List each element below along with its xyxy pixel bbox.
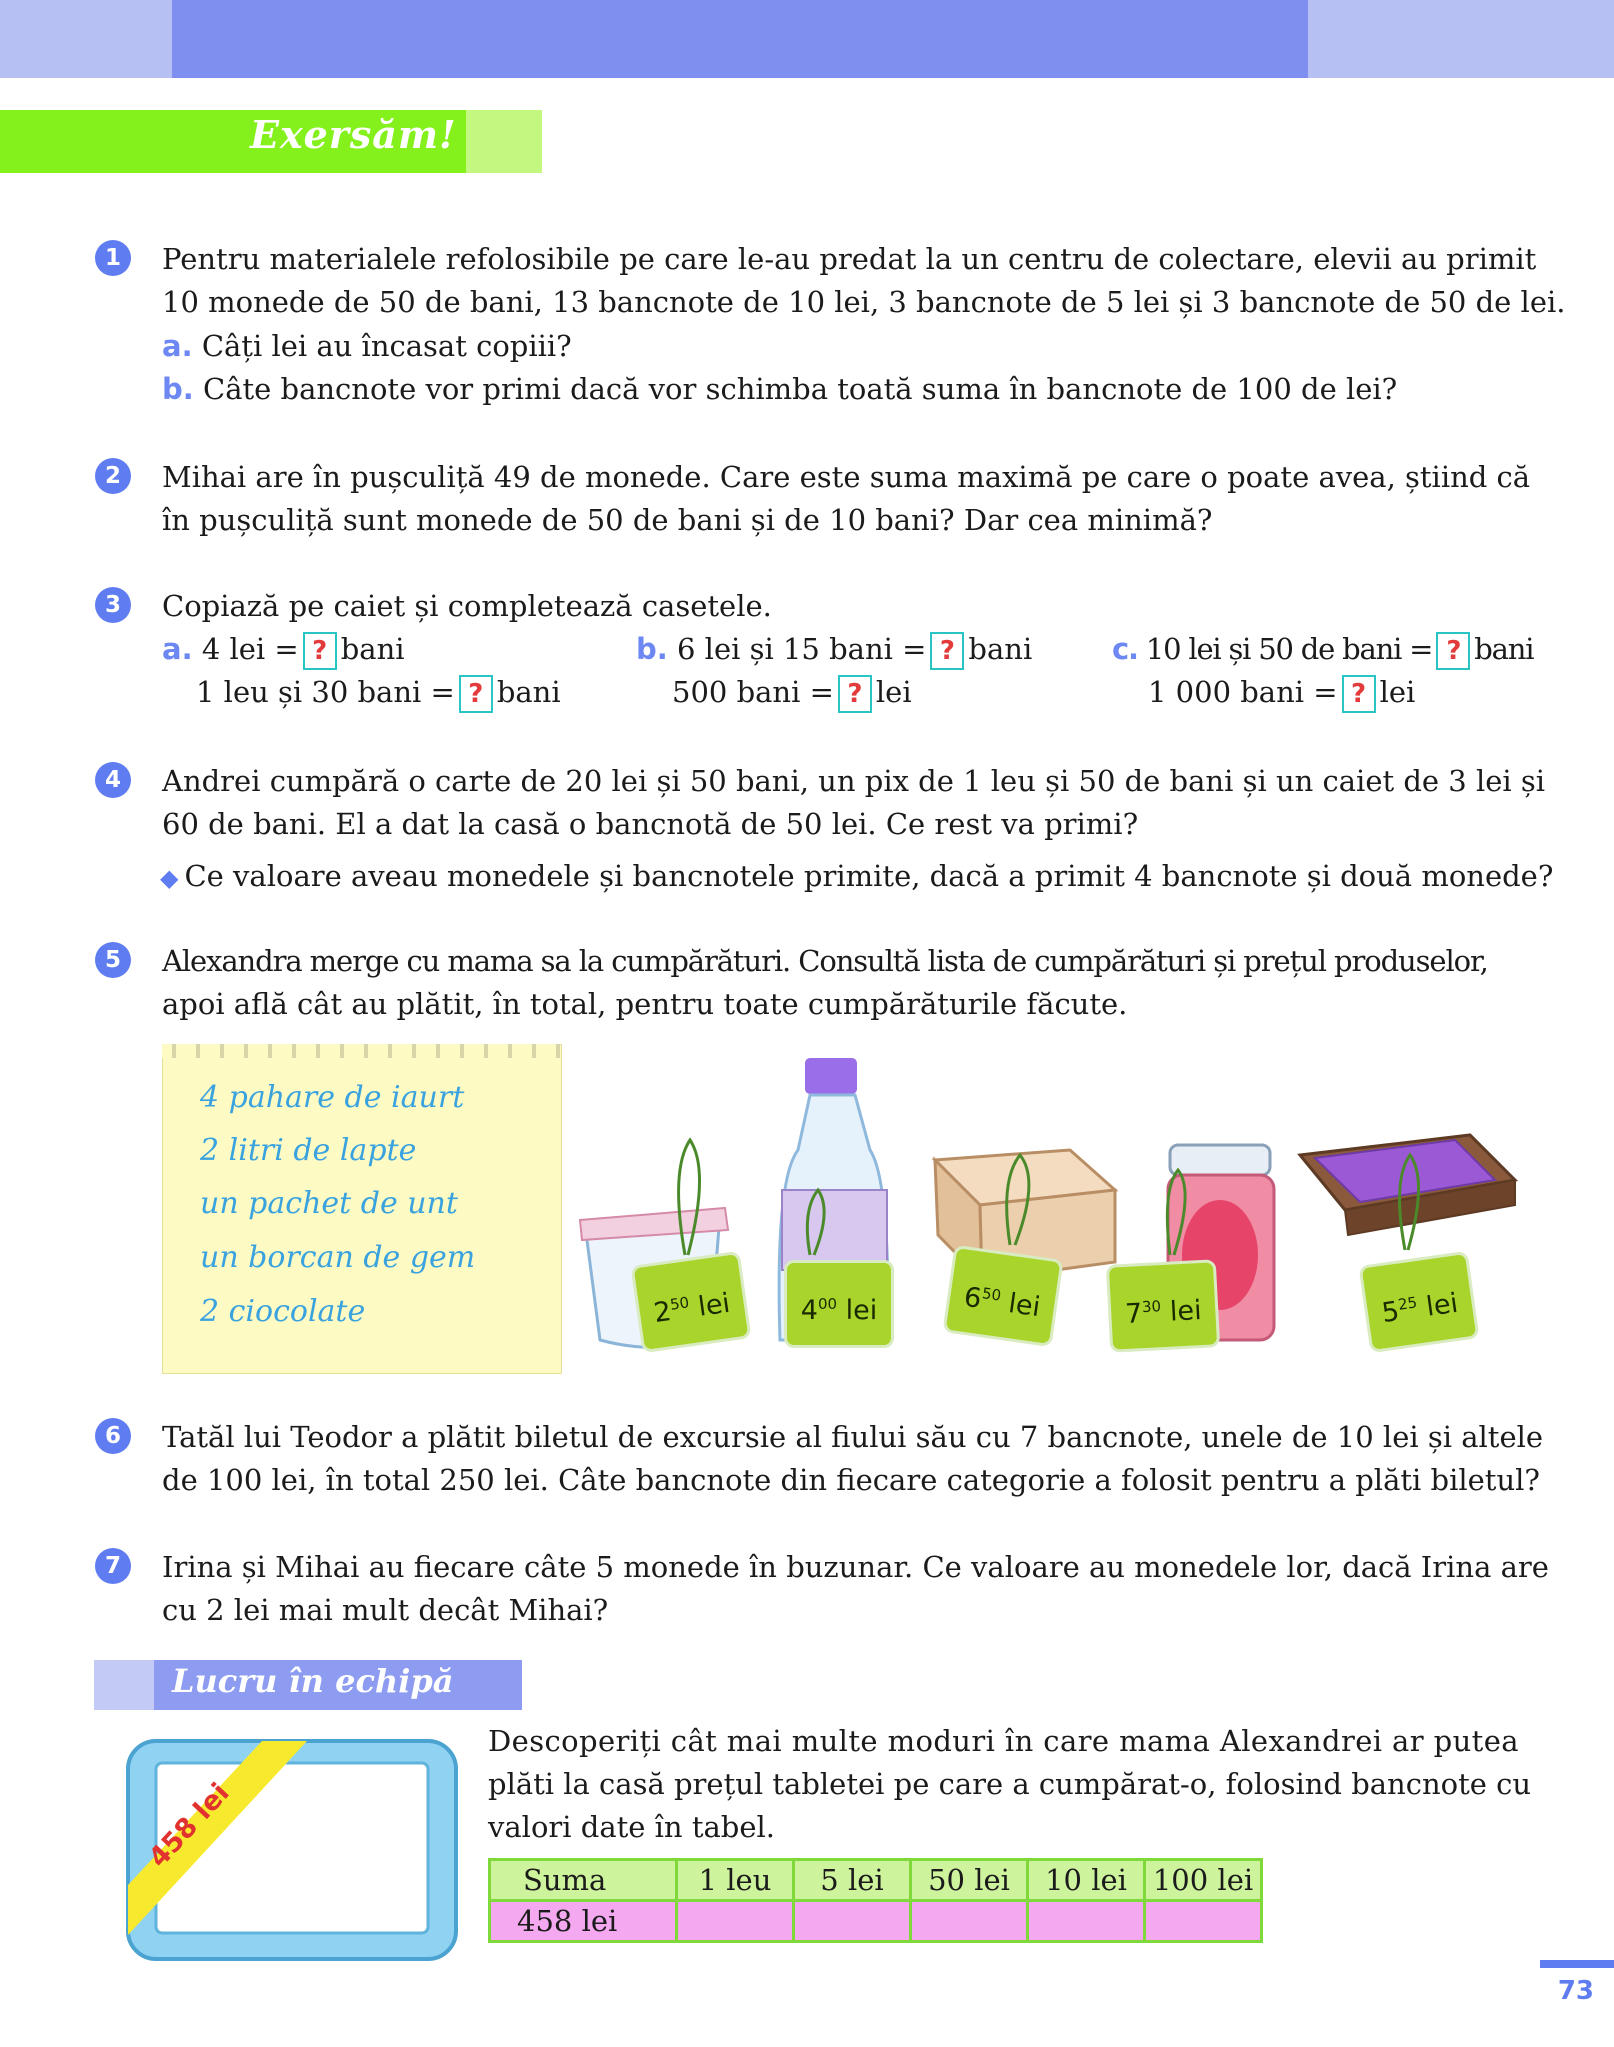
equation-left: 500 bani =	[672, 675, 834, 709]
shopping-list-item: 2 litri de lapte	[200, 1133, 417, 1168]
table-header-cell: 1 leu	[677, 1860, 794, 1901]
part-a-label: a.	[162, 632, 193, 666]
equation-unit: bani	[340, 632, 405, 666]
equation-left: 6 lei și 15 bani =	[677, 632, 927, 666]
equation-unit: bani	[1474, 632, 1534, 666]
team-banner-accent	[94, 1660, 154, 1710]
price-whole: 4	[800, 1295, 818, 1326]
exercise-1-question-b	[162, 368, 1397, 411]
team-text-line3: valori date în tabel.	[488, 1810, 775, 1844]
team-text-line2: plăti la casă prețul tabletei pe care a cumpărat-o, folosind bancnote cu	[488, 1767, 1532, 1801]
exercise-2-text-line1: Mihai are în pușculiță 49 de monede. Care este suma maximă pe care o poate avea, știind că	[162, 460, 1531, 494]
price-tag	[1358, 1251, 1479, 1353]
price-unit: lei	[845, 1295, 878, 1326]
price-unit: lei	[1424, 1287, 1460, 1323]
exercise-number-3: 3	[95, 587, 131, 623]
bullet-text: Ce valoare aveau monedele și bancnotele primite, dacă a primit 4 bancnote și două monede?	[184, 859, 1554, 893]
exercise-5-text-line1: Alexandra merge cu mama sa la cumpărături. Consultă lista de cumpărături și prețul produselor,	[162, 944, 1488, 978]
price-whole: 5	[1379, 1296, 1402, 1330]
table-cell	[1145, 1901, 1262, 1942]
exercise-6-text-line2: de 100 lei, în total 250 lei. Câte bancnote din fiecare categorie a folosit pentru a plăti biletul?	[162, 1463, 1540, 1497]
equation-unit: lei	[1379, 675, 1416, 709]
table-header-row	[490, 1860, 1262, 1901]
price-whole: 2	[651, 1296, 674, 1330]
exercise-2-text-line2: în pușculiță sunt monede de 50 de bani și de 10 bani? Dar cea minimă?	[162, 503, 1213, 537]
question-a-text: Câți lei au încasat copiii?	[201, 329, 572, 363]
answer-box: ?	[930, 632, 964, 670]
table-header-cell: 5 lei	[794, 1860, 911, 1901]
table-cell	[794, 1901, 911, 1942]
exercise-number-4: 4	[95, 762, 131, 798]
part-c-label: c.	[1112, 632, 1138, 666]
exercise-number-2: 2	[95, 458, 131, 494]
equation-unit: bani	[968, 632, 1033, 666]
exercise-3b-row1	[636, 628, 1032, 671]
table-cell	[1028, 1901, 1145, 1942]
banknote-table	[488, 1858, 1263, 1943]
exercise-6-text-line1: Tatăl lui Teodor a plătit biletul de excursie al fiului său cu 7 bancnote, unele de 10 lei și altele	[162, 1420, 1544, 1454]
exercise-1-question-a	[162, 325, 572, 368]
table-cell	[677, 1901, 794, 1942]
page-number-bar	[1540, 1960, 1614, 1968]
exercise-4-text-line2: 60 de bani. El a dat la casă o bancnotă de 50 lei. Ce rest va primi?	[162, 807, 1139, 841]
answer-box: ?	[459, 675, 493, 713]
shopping-list-item: 2 ciocolate	[200, 1294, 366, 1329]
exercise-3a-row2	[196, 671, 561, 714]
price-cents: 25	[1396, 1293, 1419, 1314]
exercise-7-text-line1: Irina și Mihai au fiecare câte 5 monede în buzunar. Ce valoare au monedele lor, dacă Irina are	[162, 1550, 1549, 1584]
equation-unit: lei	[875, 675, 912, 709]
price-unit: lei	[1169, 1295, 1203, 1328]
answer-box: ?	[1436, 632, 1470, 670]
team-text-line1: Descoperiți cât mai multe moduri în care mama Alexandrei ar putea	[488, 1724, 1519, 1758]
answer-box: ?	[838, 675, 872, 713]
table-cell: 458 lei	[490, 1901, 677, 1942]
tablet-price-label: 458 lei	[142, 1777, 236, 1874]
exercise-number-5: 5	[95, 942, 131, 978]
equation-left: 10 lei și 50 de bani =	[1145, 632, 1433, 666]
price-cents: 50	[980, 1284, 1003, 1305]
shopping-list-item: un borcan de gem	[200, 1240, 476, 1275]
price-unit: lei	[1006, 1288, 1043, 1324]
equation-left: 1 leu și 30 bani =	[196, 675, 455, 709]
exercise-3b-row2	[672, 671, 912, 714]
exercise-3c-row2	[1148, 671, 1415, 714]
team-title: Lucru în echipă	[172, 1662, 454, 1700]
price-unit: lei	[696, 1287, 732, 1323]
price-whole: 7	[1124, 1298, 1144, 1330]
diamond-bullet-icon: ◆	[160, 864, 179, 892]
exercise-number-7: 7	[95, 1548, 131, 1584]
exercise-7-text-line2: cu 2 lei mai mult decât Mihai?	[162, 1593, 609, 1627]
chocolate-bar-icon	[1300, 1135, 1515, 1235]
part-b-label: b.	[636, 632, 668, 666]
section-banner-accent	[466, 110, 542, 173]
exercise-3a-row1	[162, 628, 405, 671]
price-tag	[942, 1245, 1063, 1347]
price-tag	[1106, 1259, 1220, 1353]
note-spiral-holes	[162, 1044, 560, 1058]
exercise-3-intro: Copiază pe caiet și completează casetele.	[162, 589, 772, 623]
price-cents: 00	[817, 1295, 838, 1313]
equation-unit: bani	[496, 675, 561, 709]
price-cents: 30	[1141, 1297, 1162, 1317]
price-whole: 6	[962, 1281, 984, 1315]
exercise-1-text-line2: 10 monede de 50 de bani, 13 bancnote de 10 lei, 3 bancnote de 5 lei și 3 bancnote de 50 de lei.	[162, 285, 1566, 319]
section-title: Exersăm!	[250, 112, 457, 157]
table-header-cell: Suma	[490, 1860, 677, 1901]
exercise-4-bullet	[160, 855, 1553, 900]
question-a-label: a.	[162, 329, 193, 363]
exercise-number-1: 1	[95, 240, 131, 276]
answer-box: ?	[1342, 675, 1376, 713]
exercise-4-text-line1: Andrei cumpără o carte de 20 lei și 50 bani, un pix de 1 leu și 50 de bani și un caiet de 3 lei și	[162, 764, 1546, 798]
price-tag	[784, 1260, 894, 1348]
shopping-list-item: 4 pahare de iaurt	[200, 1080, 465, 1115]
exercise-number-6: 6	[95, 1418, 131, 1454]
exercise-3c-row1	[1112, 628, 1533, 671]
question-b-label: b.	[162, 372, 194, 406]
shopping-list-item: un pachet de unt	[200, 1186, 458, 1221]
question-b-text: Câte bancnote vor primi dacă vor schimba toată suma în bancnote de 100 de lei?	[203, 372, 1398, 406]
header-bar-left	[0, 0, 172, 78]
table-row	[490, 1901, 1262, 1942]
table-cell	[911, 1901, 1028, 1942]
page-number: 73	[1557, 1976, 1594, 2006]
table-header-cell: 10 lei	[1028, 1860, 1145, 1901]
equation-left: 1 000 bani =	[1148, 675, 1338, 709]
price-cents: 50	[668, 1293, 691, 1314]
exercise-1-text-line1: Pentru materialele refolosibile pe care le-au predat la un centru de colectare, elevii au primit	[162, 242, 1537, 276]
header-bar-right	[1308, 0, 1614, 78]
header-bar	[172, 0, 1308, 78]
exercise-5-text-line2: apoi află cât au plătit, în total, pentru toate cumpărăturile făcute.	[162, 987, 1128, 1021]
equation-left: 4 lei =	[201, 632, 299, 666]
price-tag	[630, 1251, 751, 1353]
answer-box: ?	[303, 632, 337, 670]
table-header-cell: 100 lei	[1145, 1860, 1262, 1901]
table-header-cell: 50 lei	[911, 1860, 1028, 1901]
